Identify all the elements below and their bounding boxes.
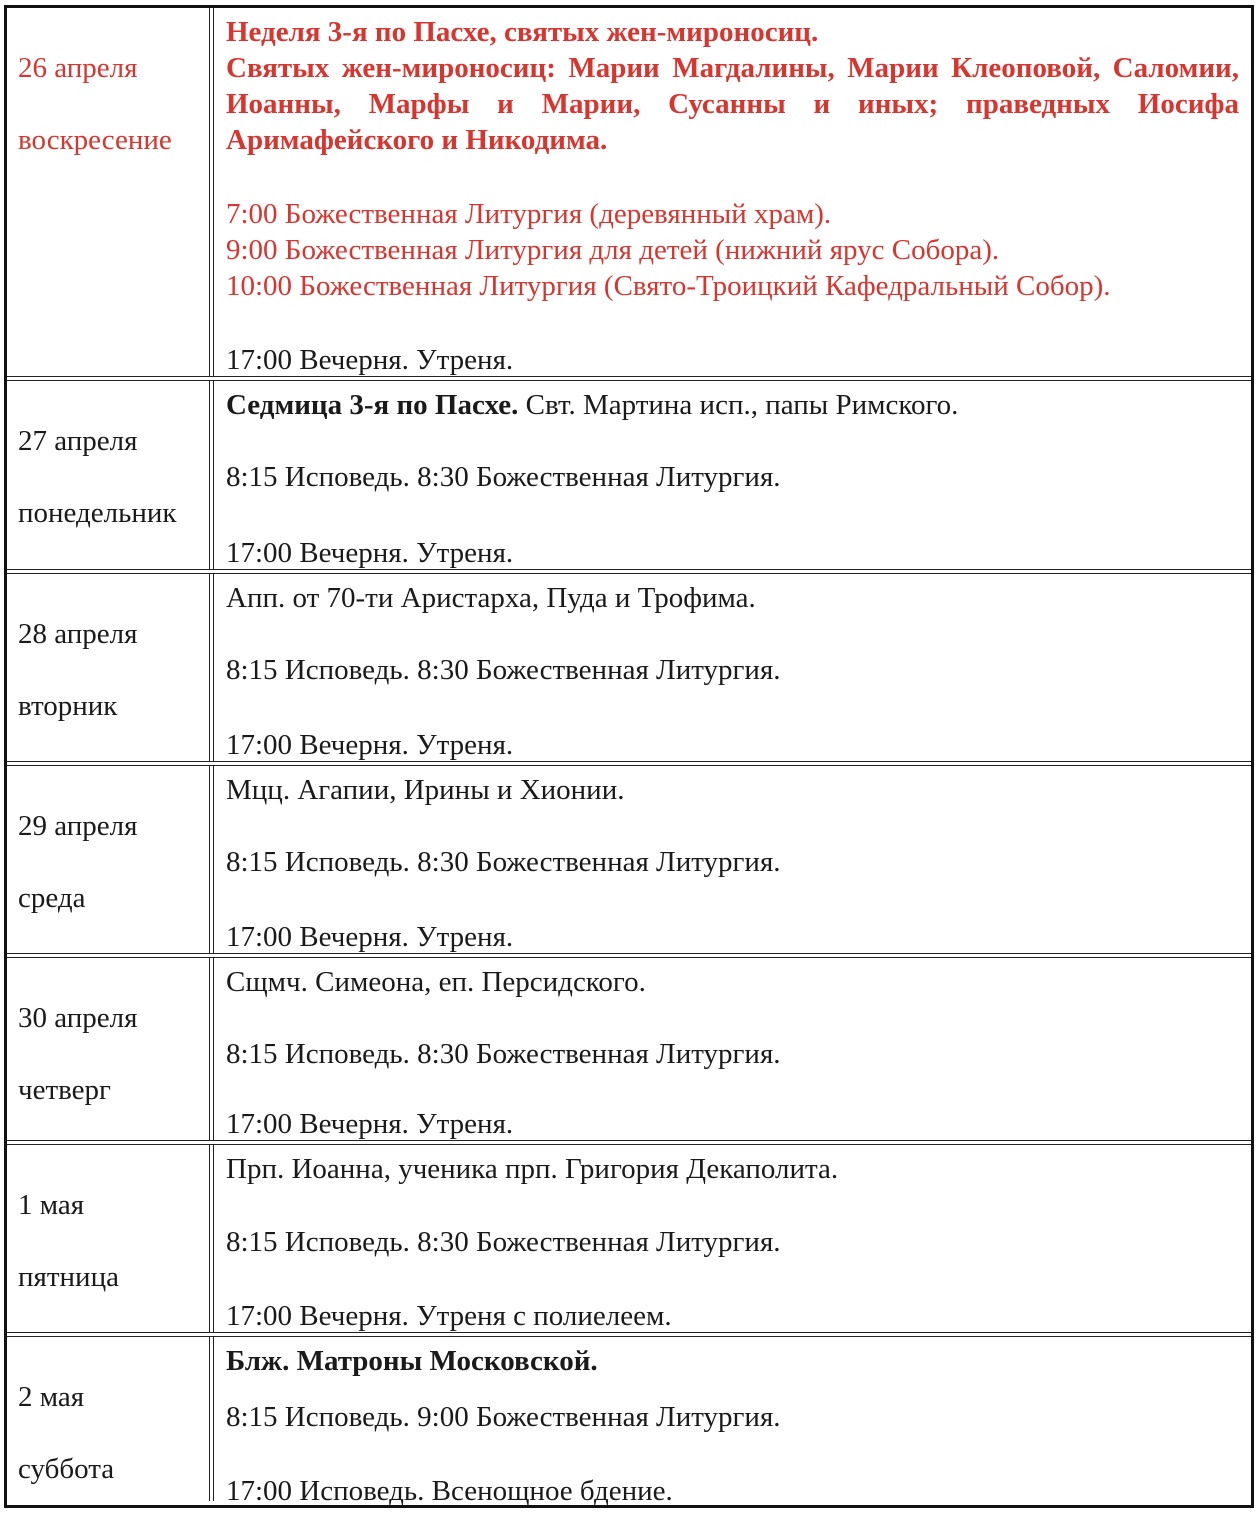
weekday-label: понедельник: [18, 497, 177, 529]
weekday-label: среда: [18, 882, 86, 914]
evening-service: 17:00 Вечерня. Утреня.: [226, 1108, 514, 1140]
date-label: 1 мая: [18, 1189, 85, 1221]
date-cell: [18, 387, 176, 567]
service-line: 7:00 Божественная Литургия (деревянный храм).: [226, 198, 832, 230]
date-cell: [18, 14, 172, 194]
feast-line: [226, 387, 1239, 423]
evening-service: 17:00 Исповедь. Всенощное бдение.: [226, 1475, 673, 1507]
weekday-label: суббота: [18, 1453, 115, 1485]
column-divider: [209, 8, 214, 376]
morning-service: 8:15 Исповедь. 9:00 Божественная Литургия.: [226, 1401, 781, 1433]
table-row: [7, 958, 1251, 1140]
evening-service: 17:00 Вечерня. Утреня.: [226, 344, 514, 376]
morning-service: 8:15 Исповедь. 8:30 Божественная Литургия.: [226, 654, 781, 686]
morning-service: 8:15 Исповедь. 8:30 Божественная Литургия.: [226, 846, 781, 878]
schedule-table: [4, 5, 1254, 1508]
evening-service: 17:00 Вечерня. Утреня.: [226, 537, 514, 569]
feast-line: Прп. Иоанна, ученика прп. Григория Декаполита.: [226, 1153, 839, 1185]
weekday-label: четверг: [18, 1074, 111, 1106]
feast-bold: Седмица 3-я по Пасхе.: [226, 389, 519, 421]
service-line: 9:00 Божественная Литургия для детей (нижний ярус Собора).: [226, 234, 1000, 266]
services-cell: [226, 772, 1239, 880]
services-cell: [226, 1343, 1239, 1435]
column-divider: [209, 1145, 214, 1332]
date-label: 27 апреля: [18, 425, 138, 457]
weekday-label: вторник: [18, 690, 118, 722]
services-cell: [226, 14, 1239, 304]
column-divider: [209, 1337, 214, 1501]
feast-line: Сщмч. Симеона, еп. Персидского.: [226, 966, 646, 998]
date-label: 29 апреля: [18, 810, 138, 842]
table-row: [7, 766, 1251, 953]
feast-detail: Святых жен-мироносиц: Марии Магдалины, Марии Клеоповой, Саломии, Иоанны, Марфы и Марии, Сусанны и иных; праведных Иосифа Аримафейского и Никодима.: [226, 52, 1239, 156]
weekday-label: пятница: [18, 1261, 119, 1293]
date-label: 2 мая: [18, 1381, 85, 1413]
morning-service: 8:15 Исповедь. 8:30 Божественная Литургия.: [226, 461, 781, 493]
column-divider: [209, 766, 214, 953]
column-divider: [209, 958, 214, 1140]
evening-service: 17:00 Вечерня. Утреня.: [226, 921, 514, 953]
table-row: [7, 574, 1251, 761]
table-row: [7, 381, 1251, 569]
services-cell: [226, 1151, 1239, 1260]
date-label: 28 апреля: [18, 618, 138, 650]
feast-line: Апп. от 70-ти Аристарха, Пуда и Трофима.: [226, 582, 756, 614]
evening-service: 17:00 Вечерня. Утреня с полиелеем.: [226, 1300, 672, 1332]
date-cell: [18, 964, 137, 1144]
table-row: [7, 8, 1251, 376]
weekday-label: воскресение: [18, 124, 172, 156]
feast-line: Блж. Матроны Московской.: [226, 1345, 598, 1377]
table-row: [7, 1337, 1251, 1505]
services-cell: [226, 580, 1239, 688]
date-cell: [18, 772, 137, 952]
date-label: 30 апреля: [18, 1002, 138, 1034]
service-line: 10:00 Божественная Литургия (Свято-Троицкий Кафедральный Собор).: [226, 270, 1111, 302]
date-cell: [18, 1151, 119, 1331]
date-cell: [18, 580, 137, 760]
services-cell: [226, 387, 1239, 495]
feast-title: Неделя 3-я по Пасхе, святых жен-мироносиц.: [226, 16, 819, 48]
column-divider: [209, 574, 214, 761]
services-cell: [226, 964, 1239, 1072]
morning-service: 8:15 Исповедь. 8:30 Божественная Литургия.: [226, 1226, 781, 1258]
feast-rest: Свт. Мартина исп., папы Римского.: [518, 389, 959, 421]
evening-service: 17:00 Вечерня. Утреня.: [226, 729, 514, 761]
morning-service: 8:15 Исповедь. 8:30 Божественная Литургия.: [226, 1038, 781, 1070]
date-cell: [18, 1343, 114, 1523]
column-divider: [209, 381, 214, 569]
table-row: [7, 1145, 1251, 1332]
feast-line: Мцц. Агапии, Ирины и Хионии.: [226, 774, 625, 806]
date-label: 26 апреля: [18, 52, 138, 84]
